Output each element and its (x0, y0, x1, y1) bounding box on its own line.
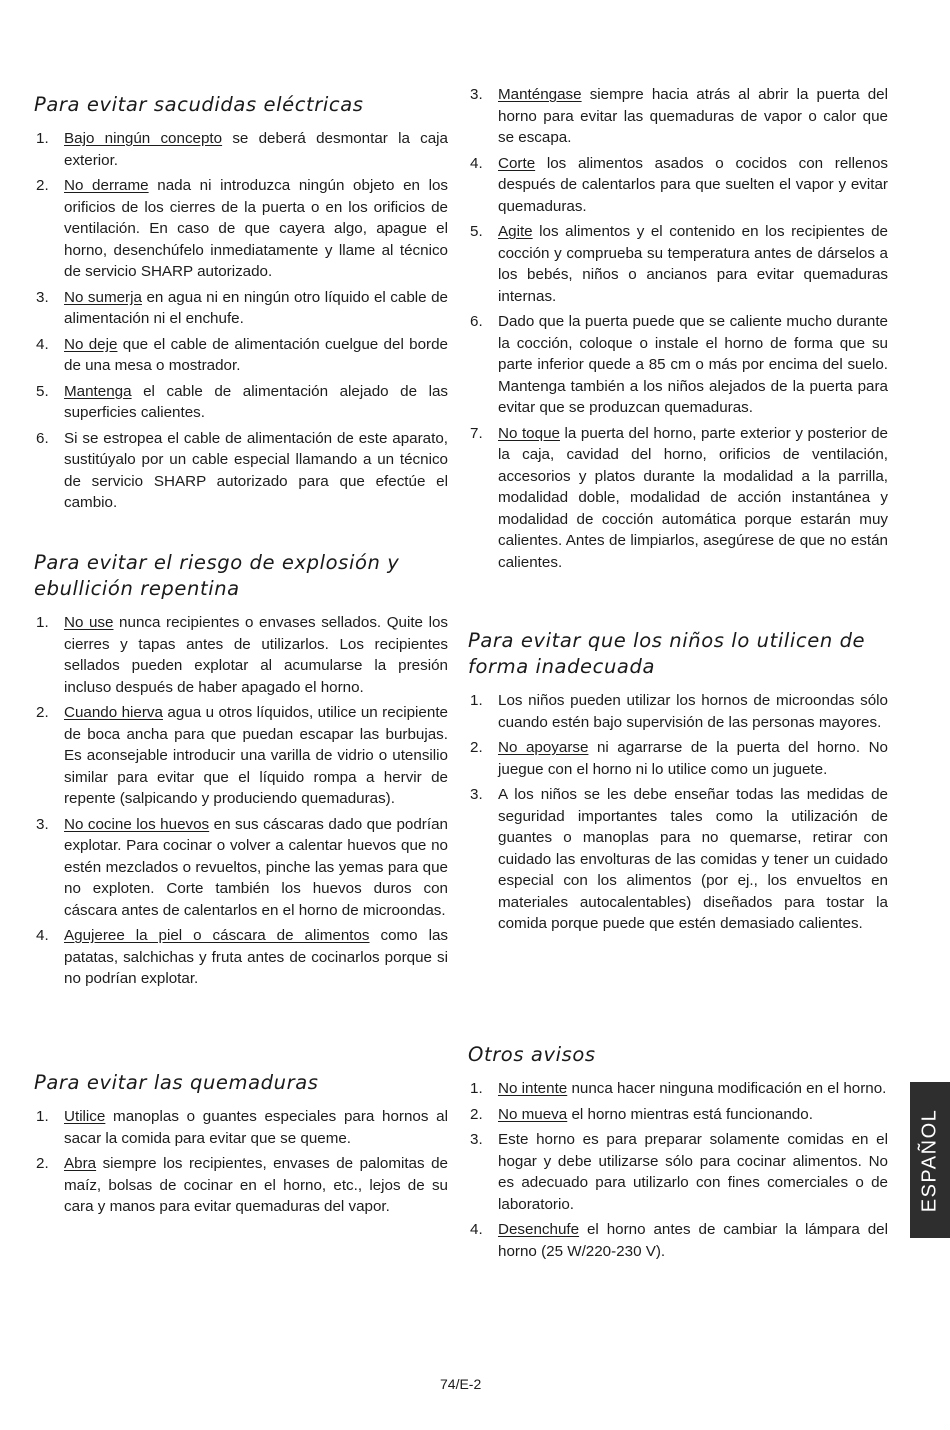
item-lead: Abra (64, 1155, 97, 1172)
item-number: 1. (36, 130, 49, 147)
list-item (34, 612, 448, 698)
item-number: 4. (470, 1221, 483, 1238)
item-text: manoplas o guantes especiales para hornos al sacar la comida para evitar que se queme. (64, 1108, 448, 1147)
item-text: ni agarrarse de la puerta del horno. No juegue con el horno ni lo utilice como un juguete. (498, 739, 888, 778)
item-lead: Bajo ningún concepto (64, 130, 223, 147)
item-text: A los niños se les debe enseñar todas las medidas de seguridad importantes tales como la utilización de guantes o manoplas para no quemarse, retirar con cuidado las envolturas de las comidas y tener un cuidado especial con los alimentos (por ej., los envueltos en materiales autocalentables) diseñados para tostar la comida porque puede que estén demasiado calientes. (498, 786, 888, 932)
section-title: Para evitar sacudidas eléctricas (34, 93, 364, 116)
list-item (34, 287, 448, 330)
item-text: los alimentos asados o cocidos con rellenos después de calentarlos para que suelten el vapor y evitar quemaduras. (498, 154, 888, 215)
section-electric-shock (34, 92, 448, 518)
item-lead: Utilice (64, 1108, 106, 1125)
list-item (468, 423, 888, 574)
item-text: nunca hacer ninguna modificación en el horno. (567, 1080, 887, 1097)
section-title: Para evitar las quemaduras (34, 1071, 319, 1094)
list-item (468, 1219, 888, 1262)
list-item (34, 175, 448, 283)
item-text: nunca recipientes o envases sellados. Quite los cierres y tapas antes de utilizarlos. Los recipientes sellados pueden explotar al acumularse la presión incluso después de haber apagado el horno. (64, 614, 448, 696)
item-text: nada ni introduzca ningún objeto en los orificios de los cierres de la puerta o en los orificios de ventilación. En caso de que cayera algo, apague el horno, desenchúfelo inmediatamente y llame al técnico de servicio SHARP autorizado. (64, 177, 449, 280)
item-lead: Desenchufe (498, 1221, 580, 1238)
list-item (34, 1153, 448, 1218)
section-other-warnings (468, 1042, 888, 1266)
list-item (34, 128, 448, 171)
item-text: Los niños pueden utilizar los hornos de microondas sólo cuando estén bajo supervisión de las personas mayores. (498, 692, 888, 731)
section-explosion (34, 550, 448, 994)
item-text: los alimentos y el contenido en los recipientes de cocción y comprueba su temperatura antes de dárselos a los bebés, niños o ancianos para evitar quemaduras internas. (498, 223, 888, 305)
item-number: 3. (36, 815, 49, 833)
item-number: 4. (470, 154, 483, 172)
item-lead: Agujeree la piel o cáscara de alimentos (64, 927, 370, 944)
list-item (34, 702, 448, 810)
item-number: 6. (36, 429, 49, 447)
list-item (468, 84, 888, 149)
item-lead: Mantenga (64, 382, 132, 400)
section-burns (34, 1070, 448, 1222)
item-number: 2. (470, 1105, 483, 1123)
item-lead: No derrame (64, 177, 149, 194)
item-number: 1. (470, 1080, 483, 1097)
item-list (468, 84, 888, 573)
item-text: el horno mientras está funcionando. (567, 1105, 813, 1123)
item-number: 5. (36, 382, 49, 400)
item-number: 2. (470, 739, 483, 756)
item-text: siempre los recipientes, envases de palomitas de maíz, bolsas de cocinar en el horno, etc., lejos de su cara y manos para evitar quemaduras del vapor. (64, 1155, 448, 1215)
item-number: 3. (470, 1131, 483, 1148)
item-number: 2. (36, 177, 49, 194)
item-text: en sus cáscaras dado que podrían explotar. Para cocinar o volver a calentar huevos que no estén mezclados o revueltos, pinche las yemas para que no exploten. Corte también los huevos duros con cáscara antes de calentarlos en el horno de microondas. (64, 815, 448, 919)
section-title: Otros avisos (468, 1043, 596, 1066)
item-text: el horno antes de cambiar la lámpara del horno (25 W/220-230 V). (498, 1221, 888, 1260)
item-text: la puerta del horno, parte exterior y posterior de la caja, cavidad del horno, orificios de ventilación, accesorios y platos durante la modalidad a la parrilla, modalidad doble, modalidad de acción instantánea y modalidad de cocción automática porque estarán muy calientes. Antes de limpiarlos, asegúrese de que no están calientes. (498, 424, 889, 571)
list-item (34, 381, 448, 424)
item-number: 4. (36, 927, 49, 944)
section-burns-continued (468, 74, 888, 577)
item-number: 3. (470, 786, 483, 803)
list-item (468, 1078, 888, 1100)
item-lead: No deje (64, 335, 118, 353)
item-number: 1. (36, 1108, 49, 1125)
language-tab (910, 1082, 950, 1238)
item-text: el cable de alimentación alejado de las superficies calientes. (64, 382, 448, 421)
item-list (468, 1078, 888, 1262)
list-item (34, 1106, 448, 1149)
section-title: Para evitar el riesgo de explosión y ebullición repentina (34, 551, 400, 600)
item-number: 3. (36, 288, 49, 306)
item-number: 7. (470, 424, 483, 442)
item-text: en agua ni en ningún otro líquido el cable de alimentación ni el enchufe. (64, 288, 448, 327)
list-item (468, 1129, 888, 1215)
item-lead: No toque (498, 424, 560, 442)
item-lead: No sumerja (64, 288, 142, 306)
list-item (468, 737, 888, 780)
item-text: agua u otros líquidos, utilice un recipiente de boca ancha para que puedan escapar las burbujas. Es aconsejable introducir una varilla de vidrio o utensilio similar para evitar que el líquido rompa a hervir de repente (salpicando y produciendo quemaduras). (64, 704, 448, 807)
item-number: 3. (470, 86, 483, 103)
item-text: que el cable de alimentación cuelgue del borde de una mesa o mostrador. (64, 335, 448, 374)
item-lead: Corte (498, 154, 536, 172)
list-item (468, 153, 888, 218)
item-list (468, 690, 888, 935)
item-text: Este horno es para preparar solamente comidas en el hogar y debe utilizarse sólo para cocinar alimentos. No es adecuado para utilizarlo con fines comerciales o de laboratorio. (498, 1131, 888, 1213)
item-number: 5. (470, 223, 483, 240)
item-list (34, 1106, 448, 1218)
list-item (34, 428, 448, 514)
item-lead: No use (64, 614, 114, 631)
item-number: 1. (470, 692, 483, 709)
list-item (468, 221, 888, 307)
list-item (34, 814, 448, 922)
language-tab-label: ESPAÑOL (918, 1108, 941, 1212)
item-lead: No intente (498, 1080, 568, 1097)
list-item (468, 690, 888, 733)
item-number: 2. (36, 1155, 49, 1172)
item-number: 4. (36, 335, 49, 353)
list-item (468, 1104, 888, 1126)
list-item (34, 334, 448, 377)
list-item (468, 311, 888, 419)
item-text: como las patatas, salchichas y fruta antes de cocinarlos porque si no podrían explotar. (64, 927, 448, 987)
item-lead: Cuando hierva (64, 704, 163, 721)
section-title: Para evitar que los niños lo utilicen de forma inadecuada (468, 629, 866, 678)
item-lead: No cocine los huevos (64, 815, 210, 833)
item-number: 1. (36, 614, 49, 631)
item-lead: No mueva (498, 1105, 568, 1123)
item-number: 2. (36, 704, 49, 721)
item-text: siempre hacia atrás al abrir la puerta del horno para evitar las quemaduras de vapor o calor que se escapa. (498, 86, 888, 146)
item-lead: Agite (498, 223, 533, 240)
item-lead: No apoyarse (498, 739, 589, 756)
item-number: 6. (470, 313, 483, 330)
item-text: Si se estropea el cable de alimentación de este aparato, sustitúyalo por un cable especial llamando a un técnico de servicio SHARP autorizado para que efectúe el cambio. (64, 429, 448, 511)
item-lead: Manténgase (498, 86, 582, 103)
item-list (34, 612, 448, 990)
item-text: se deberá desmontar la caja exterior. (64, 130, 448, 169)
list-item (34, 925, 448, 990)
section-children (468, 628, 888, 939)
item-list (34, 128, 448, 514)
page-number: 74/E-2 (440, 1376, 482, 1392)
item-text: Dado que la puerta puede que se caliente mucho durante la cocción, coloque o instale el horno de forma que su parte inferior quede a 85 cm o más por encima del suelo. Mantenga también a los niños alejados de la puerta para evitar que se produzcan quemaduras. (498, 313, 888, 416)
list-item (468, 784, 888, 935)
